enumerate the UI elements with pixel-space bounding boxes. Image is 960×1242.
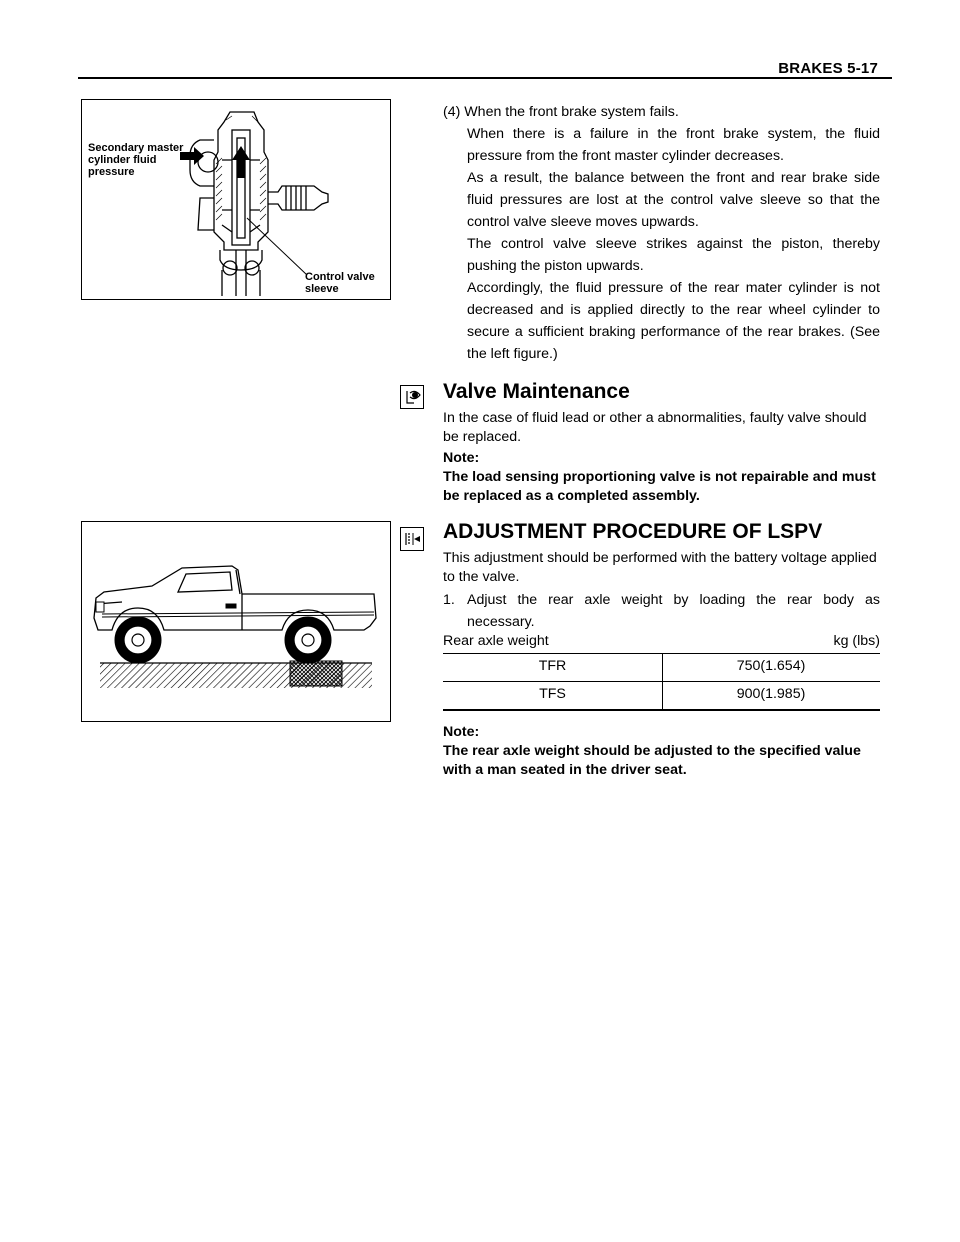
front-brake-failure-section [443, 101, 880, 365]
control-valve-sleeve-label: Control valve sleeve [305, 271, 375, 295]
valve-drawing [82, 100, 390, 299]
weight-cell: 750(1.654) [736, 658, 806, 674]
inspection-icon [400, 385, 424, 409]
table-header-right: kg (lbs) [833, 633, 880, 649]
adjustment-procedure-title: ADJUSTMENT PROCEDURE OF LSPV [443, 520, 823, 543]
valve-maintenance-title: Valve Maintenance [443, 380, 630, 403]
truck-drawing [82, 522, 390, 721]
adjustment-note-label: Note: [443, 724, 480, 740]
valve-maintenance-note-text: The load sensing proportioning valve is not repairable and must be replaced as a completed assembly. [443, 469, 876, 504]
valve-maintenance-note-label: Note: [443, 450, 480, 466]
step-text: Adjust the rear axle weight by loading the rear body as necessary. [467, 592, 880, 630]
page-header-title: BRAKES 5-17 [778, 60, 878, 77]
adjustment-step-1 [443, 589, 880, 633]
secondary-master-cylinder-label: Secondary master cylinder fluid pressure [88, 142, 184, 178]
failure-paragraph: Accordingly, the fluid pressure of the rear mater cylinder is not decreased and is applied directly to the rear wheel cylinder to secure a sufficient braking performance of the rear brakes. (See the left figure.) [467, 280, 880, 362]
failure-paragraph: The control valve sleeve strikes against the piston, thereby pushing the piston upwards. [467, 236, 880, 274]
front-brake-failure-heading: (4) When the front brake system fails. [443, 104, 679, 120]
adjustment-body: This adjustment should be performed with the battery voltage applied to the valve. [443, 550, 877, 585]
table-header-left: Rear axle weight [443, 633, 549, 649]
valve-maintenance-body: In the case of fluid lead or other a abnormalities, faulty valve should be replaced. [443, 410, 867, 445]
model-cell: TFS [539, 686, 566, 702]
header-rule [78, 77, 892, 79]
step-number: 1. [443, 592, 455, 608]
model-cell: TFR [538, 658, 567, 674]
adjustment-icon [400, 527, 424, 551]
failure-paragraph: When there is a failure in the front brake system, the fluid pressure from the front master cylinder decreases. [467, 126, 880, 164]
valve-cross-section-figure [81, 99, 391, 300]
adjustment-note-text: The rear axle weight should be adjusted to the specified value with a man seated in the driver seat. [443, 743, 861, 778]
truck-on-scale-figure [81, 521, 391, 722]
weight-cell: 900(1.985) [736, 686, 806, 702]
failure-paragraph: As a result, the balance between the front and rear brake side fluid pressures are lost at the control valve sleeve so that the control valve sleeve moves upwards. [467, 170, 880, 230]
